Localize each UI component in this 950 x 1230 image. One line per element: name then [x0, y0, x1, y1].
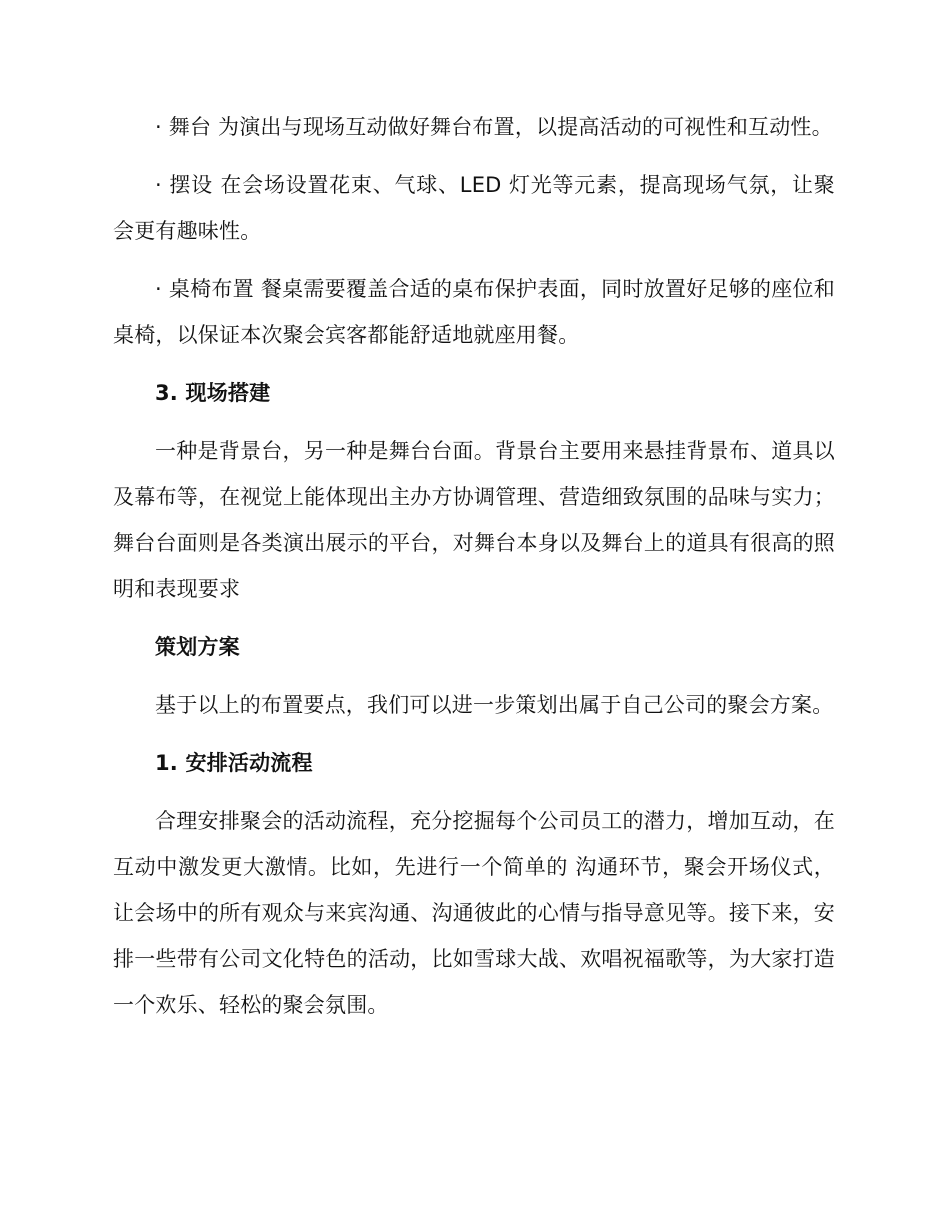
heading-planning: 策划方案: [155, 635, 240, 659]
paragraph-decor: · 摆设 在会场设置花束、气球、LED 灯光等元素，提高现场气氛，让聚会更有趣味性。: [113, 173, 835, 243]
heading-activity-flow: 1. 安排活动流程: [155, 751, 313, 775]
paragraph-stage: · 舞台 为演出与现场互动做好舞台布置，以提高活动的可视性和互动性。: [155, 115, 833, 139]
heading-onsite-setup: 3. 现场搭建: [155, 381, 271, 405]
paragraph-tables-chairs: · 桌椅布置 餐桌需要覆盖合适的桌布保护表面，同时放置好足够的座位和桌椅，以保证本次聚会宾客都能舒适地就座用餐。: [113, 277, 835, 347]
paragraph-activity-flow: 合理安排聚会的活动流程，充分挖掘每个公司员工的潜力，增加互动，在互动中激发更大激情。比如，先进行一个简单的 沟通环节，聚会开场仪式，让会场中的所有观众与来宾沟通、沟通彼此的心情与指导意见等。接下来，安排一些带有公司文化特色的活动，比如雪球大战、欢唱祝福歌等，为大家打造一个欢乐、轻松的聚会氛围。: [113, 809, 835, 1017]
paragraph-planning: 基于以上的布置要点，我们可以进一步策划出属于自己公司的聚会方案。: [155, 693, 834, 717]
document-page: [113, 104, 835, 1040]
paragraph-onsite-setup: 一种是背景台，另一种是舞台台面。背景台主要用来悬挂背景布、道具以及幕布等，在视觉上能体现出主办方协调管理、营造细致氛围的品味与实力；舞台台面则是各类演出展示的平台，对舞台本身以及舞台上的道具有很高的照明和表现要求: [113, 439, 835, 601]
